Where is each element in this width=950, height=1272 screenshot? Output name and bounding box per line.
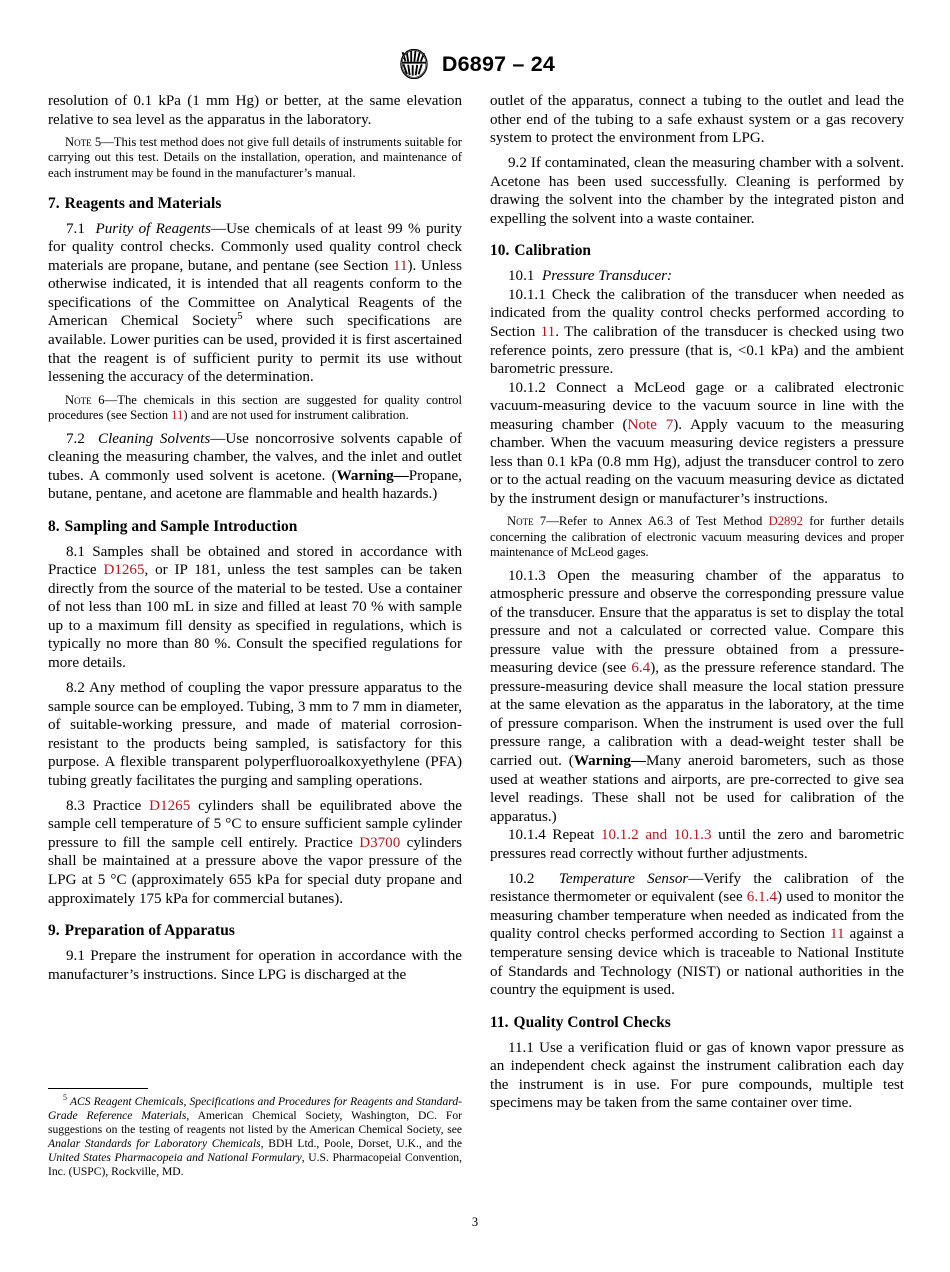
p8-2-number: 8.2: [66, 680, 85, 697]
p7-2-text-a: —Use noncorrosive solvents capable of cleaning the measuring chamber, the valves, and the inlet and outlet tubes. A commonly used solvent is acetone. (: [48, 430, 463, 484]
page-header: [0, 46, 950, 82]
note-6-label: Note: [65, 392, 92, 407]
p10-2-number: 10.2: [508, 870, 535, 887]
paragraph-7-2: [48, 430, 462, 504]
p10-1-2-text-b: ). Apply vacuum to the measuring chamber. When the vacuum measuring device registers a pressure less than 0.1 kPa (0.8 mm Hg), adjust the transducer control to zero or to the actual reading on the vacuum measuring device as dictated by the instrument design or manufacturer’s instructions.: [490, 416, 905, 507]
xref-10-1-1-section-11[interactable]: 11: [540, 323, 556, 340]
xref-d2892[interactable]: D2892: [768, 514, 803, 529]
p10-1-3-text-b: ), as the pressure reference standard. The pressure-measuring device shall measure the local station pressure at the same elevation as the apparatus in the laboratory, at the time of pressure comparison. When the instrument is used over the full pressure range, a calibration with a dead-weight tester shall be carried out. (: [490, 660, 904, 770]
paragraph-10-1-1: [490, 286, 904, 379]
note-5-number: 5: [94, 135, 102, 150]
note-7-text-a: —Refer to Annex A6.3 of Test Method: [546, 514, 769, 529]
carryover-paragraph-left: resolution of 0.1 kPa (1 mm Hg) or better, at the same elevation relative to sea level as the apparatus in the laboratory.: [48, 93, 462, 128]
note-6-text-b: ) and are not used for instrument calibration.: [183, 407, 409, 422]
xref-d3700[interactable]: D3700: [359, 834, 401, 851]
xref-d1265-a[interactable]: D1265: [103, 562, 145, 579]
paragraph-11-1: [490, 1039, 904, 1113]
section-8-heading: [48, 518, 462, 537]
footnote-5-text-3: , U.S. Pharmacopeial Convention, Inc. (USPC), Rockville, MD.: [48, 1151, 462, 1179]
p7-1-text-a: —Use chemicals of at least 99 % purity for quality control checks. Commonly used quality control check materials are propane, butane, and pentane (see Section: [48, 220, 463, 274]
paragraph-9-1: [48, 947, 462, 984]
footnote-marker-5[interactable]: 5: [237, 311, 243, 323]
footnote-5-text-2: , BDH Ltd., Poole, Dorset, U.K., and the: [260, 1137, 462, 1151]
section-8-number: 8.: [48, 517, 60, 535]
xref-section-11[interactable]: 11: [392, 257, 408, 274]
p7-1-run-in-title: Purity of Reagents: [95, 220, 211, 237]
footnote-5: [48, 1095, 462, 1180]
page-number: 3: [471, 1215, 479, 1229]
p9-1-text: Prepare the instrument for operation in accordance with the manufacturer’s instructions. Since LPG is discharged at the: [48, 948, 462, 983]
note-7-label: Note: [507, 514, 534, 529]
p7-1-text-c: where such specifications are available. Lower purities can be used, provided it is first ascertained that the reagent is of sufficient purity to permit its use without lessening the accuracy of the determination.: [48, 313, 462, 386]
footnote-5-marker: 5: [63, 1093, 67, 1103]
warning-label-10-1-3: Warning—: [573, 753, 646, 770]
paragraph-7-1: [48, 220, 462, 387]
section-10-number: 10.: [490, 242, 510, 260]
p9-2-text: If contaminated, clean the measuring chamber with a solvent. Acetone has been used successfully. Cleaning is performed by drawing the solvent into the chamber by the integrated piston and expelling the solvent into a waste container.: [490, 155, 904, 227]
p8-2-text: Any method of coupling the vapor pressure apparatus to the sample source can be employed. Tubing, 3 mm to 7 mm in diameter, of suitable-working pressure, and made of material corrosion-resistant to the products being sampled, is satisfactory for this purpose. A flexible transparent polyperfluoroalkoxyethylene (PFA) tubing greatly facilitates the purging and sampling operations.: [48, 680, 462, 789]
note-7-number: 7: [539, 514, 547, 529]
p8-1-text-b: , or IP 181, unless the test samples can be taken directly from the source of the material to be tested. Use a container of not less than 100 mL in size and filled at least 70 % with sample up to a maximum fill density as specified in regulations, which is typically no more than 80 %. Consult the specified regulations for more details.: [48, 562, 462, 671]
xref-10-1-2-and-10-1-3[interactable]: 10.1.2 and 10.1.3: [600, 827, 712, 844]
p10-1-run-in-title: Pressure Transducer:: [541, 268, 673, 285]
footnote-block: [48, 1088, 462, 1180]
section-9-number: 9.: [48, 922, 60, 940]
section-9-heading: [48, 922, 462, 941]
p10-1-2-number: 10.1.2: [508, 379, 546, 396]
xref-note6-section-11[interactable]: 11: [171, 407, 184, 422]
paragraph-10-2: [490, 870, 904, 1000]
section-10-heading: [490, 242, 904, 261]
p10-1-3-number: 10.1.3: [508, 567, 546, 584]
p10-2-text-a: —Verify the calibration of the resistance thermometer or equivalent (see: [490, 870, 905, 906]
p7-1-text-b: ). Unless otherwise indicated, it is intended that all reagents conform to the specifications of the Committee on Analytical Reagents of the American Chemical Society: [48, 257, 462, 330]
section-7-number: 7.: [48, 194, 60, 212]
p10-1-1-text-a: Check the calibration of the transducer when needed as indicated from the quality control checks performed according to Section: [490, 286, 904, 340]
section-10-title: Calibration: [514, 242, 592, 260]
paragraph-10-1: [490, 267, 904, 286]
p8-3-text-a: Practice: [84, 797, 150, 814]
xref-d1265-b[interactable]: D1265: [149, 797, 191, 814]
p9-2-number: 9.2: [508, 155, 527, 172]
paragraph-10-1-3: [490, 567, 904, 827]
p10-1-4-number: 10.1.4: [508, 827, 546, 844]
paragraph-8-1: [48, 543, 462, 673]
p7-2-run-in-title: Cleaning Solvents: [98, 430, 211, 447]
footnote-5-text-1: , American Chemical Society, Washington, DC. For suggestions on the testing of reagents not listed by the American Chemical Society, see: [48, 1109, 462, 1137]
section-8-title: Sampling and Sample Introduction: [64, 517, 298, 535]
p10-1-1-text-b: . The calibration of the transducer is checked using two reference points, zero pressure (that is, <0.1 kPa) and the ambient barometric pressure.: [490, 323, 904, 378]
xref-10-2-section-11[interactable]: 11: [830, 926, 845, 943]
note-5-label: Note: [65, 135, 92, 150]
paragraph-8-2: [48, 679, 462, 790]
footnote-5-italic-title-1: ACS Reagent Chemicals, Specifications and Procedures for Reagents and Standard-Grade Reference Materials: [48, 1095, 462, 1123]
p8-1-number: 8.1: [66, 543, 85, 560]
p10-1-number: 10.1: [508, 268, 535, 285]
section-11-title: Quality Control Checks: [513, 1013, 671, 1031]
right-column: [490, 92, 904, 1113]
note-5-text: —This test method does not give full details of instruments suitable for carrying out this test. Details on the installation, operation, and maintenance of each instrument may be found in the manufacturer’s manual.: [48, 135, 462, 180]
p10-2-run-in-title: Temperature Sensor: [558, 870, 689, 887]
carryover-paragraph-right: outlet of the apparatus, connect a tubing to the outlet and lead the other end of the tubing to a safe exhaust system or a gas recovery system to protect the environment from LPG.: [490, 93, 904, 147]
section-11-heading: [490, 1014, 904, 1033]
astm-logo-icon: [395, 49, 433, 79]
note-7-text-b: for further details concerning the calibration of electronic vacuum measuring devices and proper maintenance of McLeod gages.: [490, 514, 904, 559]
p10-1-1-number: 10.1.1: [508, 286, 546, 303]
xref-note-7[interactable]: Note 7: [627, 416, 674, 433]
warning-label-7-2: Warning—: [336, 467, 409, 484]
section-7-heading: [48, 195, 462, 214]
p8-1-text-a: Samples shall be obtained and stored in accordance with Practice: [48, 543, 462, 579]
section-9-title: Preparation of Apparatus: [64, 922, 235, 940]
p7-1-number: 7.1: [66, 220, 85, 237]
xref-6-1-4[interactable]: 6.1.4: [746, 889, 777, 906]
p8-3-text-b: cylinders shall be equilibrated above the sample cell temperature of 5 °C to ensure sufficient sample cylinder pressure to fill the sample cell entirely. Practice: [48, 797, 462, 851]
paragraph-9-2: [490, 154, 904, 228]
paragraph-10-1-2: [490, 379, 904, 509]
p10-1-4-text-b: until the zero and barometric pressures read correctly without further adjustments.: [490, 827, 904, 862]
footnote-5-italic-title-3: United States Pharmacopeia and National Formulary: [48, 1151, 302, 1165]
two-column-body: [48, 92, 904, 1212]
p11-1-number: 11.1: [508, 1039, 534, 1056]
note-5: [48, 135, 462, 181]
p10-2-text-b: ) used to monitor the measuring chamber temperature when needed as indicated from the quality control checks performed according to Section: [490, 889, 904, 943]
note-6-number: 6: [98, 392, 105, 407]
section-7-title: Reagents and Materials: [64, 194, 222, 212]
footnote-separator-rule: [48, 1088, 148, 1089]
p10-1-3-text-a: Open the measuring chamber of the apparatus to atmospheric pressure and observe the corresponding pressure value of the transducer. Ensure that the apparatus is set to display the total pressure and not a calculated or corrected value. Compare this pressure value with the pressure obtained from a pressure-measuring device (see: [490, 567, 904, 677]
p7-2-number: 7.2: [66, 430, 85, 447]
left-column: [48, 92, 462, 984]
p10-1-4-text-a: Repeat: [545, 827, 601, 844]
note-6: [48, 393, 462, 423]
section-11-number: 11.: [490, 1013, 509, 1031]
footnote-5-italic-title-2: Analar Standards for Laboratory Chemicals: [48, 1137, 261, 1151]
paragraph-8-3: [48, 797, 462, 908]
p10-1-2-text-a: Connect a McLeod gage or a calibrated electronic vacuum-measuring device to the vacuum source in line with the measuring chamber (: [490, 379, 904, 433]
paragraph-10-1-4: [490, 826, 904, 863]
p8-3-number: 8.3: [66, 797, 85, 814]
p11-1-text: Use a verification fluid or gas of known vapor pressure as an independent check against the instrument calibration each day the instrument is in use. For pure compounds, multiple test specimens may be taken from the same container over time.: [490, 1039, 904, 1112]
standard-designation: D6897 – 24: [441, 51, 556, 76]
xref-6-4[interactable]: 6.4: [631, 660, 651, 677]
p10-1-3-text-c: Many aneroid barometers, such as those used at weather stations and airports, are pre-corrected to give sea level readings. These shall not be used for calibration of the apparatus.): [490, 753, 904, 825]
p8-3-text-c: cylinders shall be maintained at a pressure above the vapor pressure of the LPG at 5 °C (approximately 655 kPa for special duty propane and approximately 175 kPa for commercial butanes).: [48, 834, 462, 907]
note-6-text-a: —The chemicals in this section are suggested for quality control procedures (see Section: [48, 392, 462, 422]
p7-2-text-b: Propane, butane, pentane, and acetone are flammable and health hazards.): [48, 467, 462, 503]
p10-2-text-c: against a temperature sensing device which is traceable to National Institute of Standards and Technology (NIST) or national authorities in the country the equipment is used.: [490, 926, 904, 999]
p9-1-number: 9.1: [66, 948, 85, 965]
note-7: [490, 514, 904, 560]
